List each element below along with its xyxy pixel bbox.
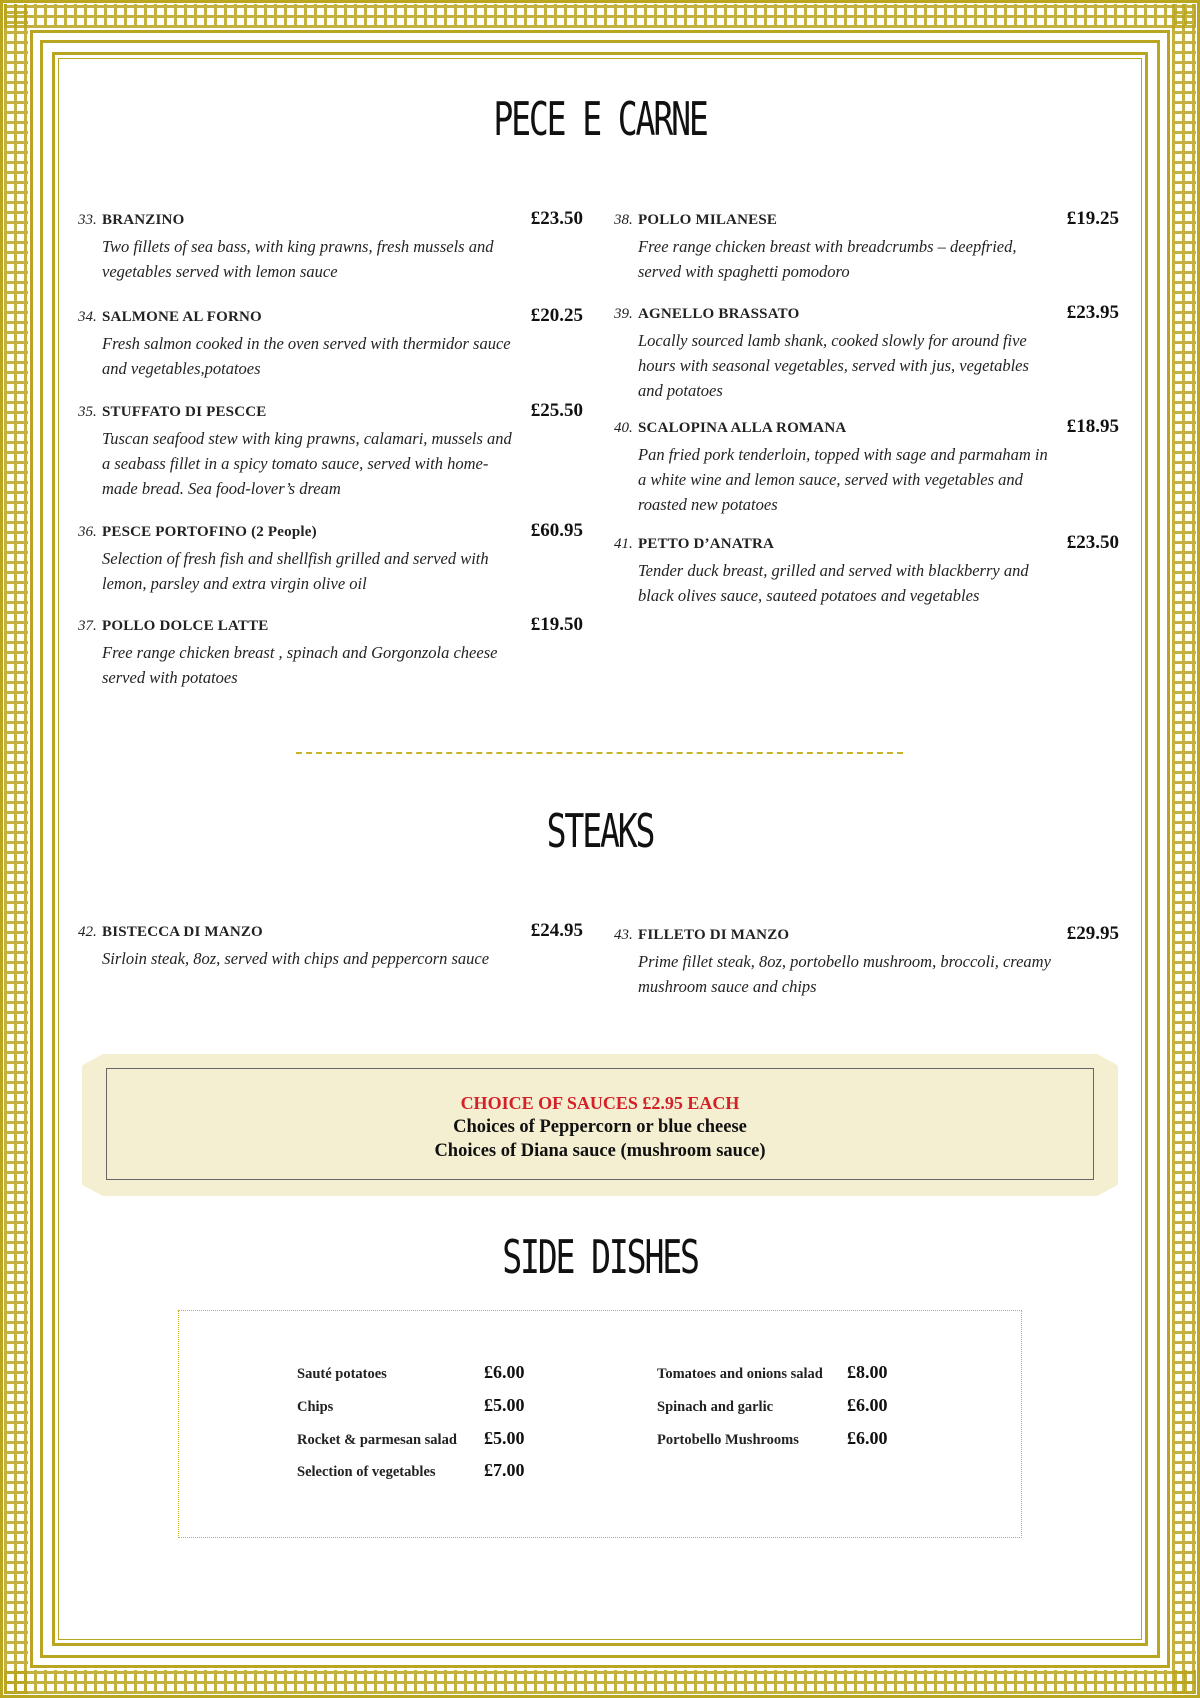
side-dish-price: £6.00: [847, 1428, 888, 1448]
menu-item: [78, 400, 583, 501]
side-dish-row: [657, 1362, 907, 1386]
menu-item: [78, 305, 583, 381]
side-dish-name: Spinach and garlic: [657, 1399, 774, 1415]
side-dish-row: [297, 1395, 537, 1419]
side-dish-name: Tomatoes and onions salad: [657, 1366, 823, 1382]
menu-item: [78, 920, 583, 971]
menu-item: [614, 923, 1119, 999]
greek-key-border-right: [1172, 4, 1196, 1694]
side-dish-price: £6.00: [847, 1395, 888, 1415]
item-number: 39.: [614, 306, 633, 322]
item-price: £25.50: [530, 400, 583, 421]
item-description: Prime fillet steak, 8oz, portobello mushroom, broccoli, creamy mushroom sauce and chips: [638, 952, 1051, 996]
item-name: SALMONE AL FORNO: [102, 309, 262, 325]
item-name: SCALOPINA ALLA ROMANA: [638, 420, 847, 436]
side-dish-price: £6.00: [484, 1362, 525, 1382]
item-name: PESCE PORTOFINO (2 People): [102, 524, 317, 540]
item-description: Free range chicken breast with breadcrumbs – deepfried, served with spaghetti pomodoro: [638, 237, 1017, 281]
side-dish-name: Rocket & parmesan salad: [297, 1432, 457, 1448]
item-name: BISTECCA DI MANZO: [102, 924, 263, 940]
item-name: PETTO D’ANATRA: [638, 536, 775, 552]
menu-item: [614, 416, 1119, 517]
section-divider: [296, 752, 903, 754]
item-price: £18.95: [1066, 416, 1119, 437]
menu-item: [78, 614, 583, 690]
side-dish-row: [297, 1362, 537, 1386]
side-dish-price: £5.00: [484, 1428, 525, 1448]
item-price: £24.95: [530, 920, 583, 941]
menu-item: [78, 520, 583, 596]
menu-item: [614, 532, 1119, 608]
greek-key-border-bottom: [4, 1670, 1196, 1694]
item-description: Pan fried pork tenderloin, topped with sage and parmaham in a white wine and lemon sauce, served with vegetables and roasted new potatoes: [638, 445, 1048, 514]
section-title-side-dishes: SIDE DISHES: [502, 1230, 698, 1284]
side-dish-row: [297, 1460, 537, 1484]
item-name: POLLO MILANESE: [638, 212, 778, 228]
side-dishes-box: [178, 1310, 1022, 1538]
item-price: £19.25: [1066, 208, 1119, 229]
sauce-info: [106, 1068, 1094, 1180]
item-name: POLLO DOLCE LATTE: [102, 618, 269, 634]
item-description: Tuscan seafood stew with king prawns, calamari, mussels and a seabass fillet in a spicy tomato sauce, served with home-made bread. Sea food-lover’s dream: [102, 429, 512, 498]
item-name: BRANZINO: [102, 212, 185, 228]
item-price: £19.50: [530, 614, 583, 635]
item-description: Two fillets of sea bass, with king prawns, fresh mussels and vegetables served with lemon sauce: [102, 237, 494, 281]
item-description: Tender duck breast, grilled and served with blackberry and black olives sauce, sauteed potatoes and vegetables: [638, 561, 1029, 605]
item-number: 41.: [614, 536, 633, 552]
side-dish-row: [297, 1428, 537, 1452]
side-dish-price: £7.00: [484, 1460, 525, 1480]
item-price: £23.50: [1066, 532, 1119, 553]
item-number: 34.: [78, 309, 97, 325]
item-description: Free range chicken breast , spinach and Gorgonzola cheese served with potatoes: [102, 643, 498, 687]
menu-item: [614, 302, 1119, 403]
item-description: Locally sourced lamb shank, cooked slowly for around five hours with seasonal vegetables, served with jus, vegetables and potatoes: [638, 331, 1029, 400]
item-number: 40.: [614, 420, 633, 436]
item-number: 35.: [78, 404, 97, 420]
sauce-title: CHOICE OF SAUCES £2.95 EACH: [460, 1093, 740, 1113]
item-price: £29.95: [1066, 923, 1119, 944]
section-title-steaks: STEAKS: [546, 804, 654, 858]
menu-item: [614, 208, 1119, 284]
item-number: 37.: [78, 618, 97, 634]
greek-key-border-top: [4, 4, 1196, 28]
item-name: STUFFATO DI PESCCE: [102, 404, 267, 420]
item-description: Selection of fresh fish and shellfish grilled and served with lemon, parsley and extra virgin olive oil: [102, 549, 489, 593]
item-price: £20.25: [530, 305, 583, 326]
item-name: AGNELLO BRASSATO: [638, 306, 800, 322]
side-dish-name: Portobello Mushrooms: [657, 1432, 799, 1448]
item-price: £60.95: [530, 520, 583, 541]
sauce-option-2: Choices of Diana sauce (mushroom sauce): [434, 1141, 766, 1161]
sauce-option-1: Choices of Peppercorn or blue cheese: [453, 1117, 747, 1137]
side-dish-row: [657, 1395, 907, 1419]
item-number: 36.: [78, 524, 97, 540]
side-dish-price: £5.00: [484, 1395, 525, 1415]
item-number: 38.: [614, 212, 633, 228]
item-price: £23.95: [1066, 302, 1119, 323]
side-dish-price: £8.00: [847, 1362, 888, 1382]
side-dish-row: [657, 1428, 907, 1452]
greek-key-border-left: [4, 4, 28, 1694]
item-number: 43.: [614, 927, 633, 943]
item-price: £23.50: [530, 208, 583, 229]
item-number: 42.: [78, 924, 97, 940]
item-number: 33.: [78, 212, 97, 228]
side-dish-name: Selection of vegetables: [297, 1464, 436, 1480]
item-description: Fresh salmon cooked in the oven served with thermidor sauce and vegetables,potatoes: [102, 334, 511, 378]
side-dish-name: Sauté potatoes: [297, 1366, 387, 1382]
item-description: Sirloin steak, 8oz, served with chips and peppercorn sauce: [102, 949, 490, 968]
section-title-pesce-carne: PECE E CARNE: [493, 92, 707, 146]
item-name: FILLETO DI MANZO: [638, 927, 790, 943]
menu-item: [78, 208, 583, 284]
side-dish-name: Chips: [297, 1399, 334, 1415]
